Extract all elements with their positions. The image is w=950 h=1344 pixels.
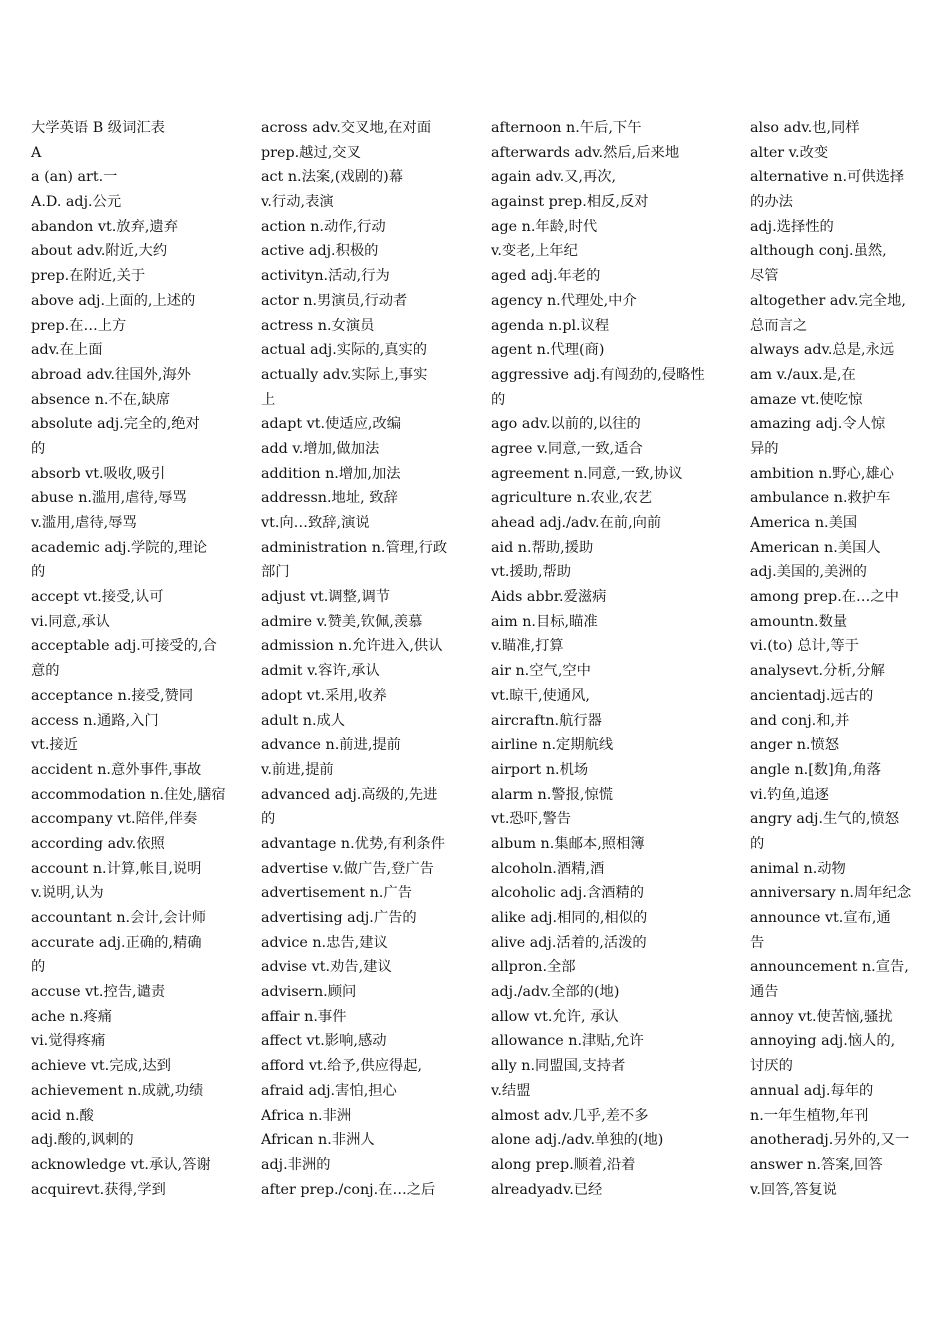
vocab-line: agency n.代理处,中介 [491, 292, 637, 309]
vocab-line: act n.法案,(戏剧的)幕 [261, 169, 404, 186]
vocab-line: alike adj.相同的,相似的 [491, 910, 648, 926]
vocab-line: among prep.在…之中 [750, 589, 899, 606]
vocab-line: ahead adj./adv.在前,向前 [491, 515, 662, 531]
vocab-line: acceptance n.接受,赞同 [31, 687, 194, 704]
vocab-line: after prep./conj.在…之后 [261, 1181, 436, 1198]
vocab-line: acquirevt.获得,学到 [31, 1181, 166, 1198]
vocab-line: annoying adj.恼人的, [750, 1033, 896, 1050]
vocab-line: aid n.帮助,援助 [491, 539, 594, 556]
vocab-line: 的 [31, 959, 46, 976]
vocab-line: vt.援助,帮助 [491, 564, 572, 581]
vocab-line: adopt vt.采用,收养 [261, 687, 387, 704]
vocab-line: actual adj.实际的,真实的 [261, 342, 428, 359]
vocab-line: aged adj.年老的 [491, 268, 601, 285]
vocab-line: aim n.目标,瞄准 [491, 613, 598, 630]
vocab-line: accompany vt.陪伴,伴奏 [31, 811, 198, 828]
vocab-line: allow vt.允许, 承认 [491, 1008, 619, 1025]
vocab-line: advance n.前进,提前 [261, 737, 401, 754]
vocab-line: v.结盟 [491, 1082, 531, 1099]
vocab-line: alcoholic adj.含酒精的 [491, 885, 645, 902]
vocab-line: A [31, 144, 42, 161]
vocab-line: vi.觉得疼痛 [31, 1033, 106, 1050]
vocab-line: altogether adv.完全地, [750, 292, 906, 309]
vocab-line: although conj.虽然, [750, 243, 887, 260]
vocab-line: alternative n.可供选择 [750, 169, 905, 186]
vocab-line: actor n.男演员,行动者 [261, 292, 408, 309]
vocab-line: advertising adj.广告的 [261, 910, 417, 926]
vocab-line: anger n.愤怒 [750, 737, 840, 754]
vocab-line: along prep.顺着,沿着 [491, 1156, 636, 1173]
vocab-line: agenda n.pl.议程 [491, 317, 610, 334]
vocab-line: v.滥用,虐待,辱骂 [31, 515, 137, 531]
vocab-line: achievement n.成就,功绩 [31, 1082, 204, 1099]
vocab-line: amazing adj.令人惊 [750, 416, 886, 433]
vocab-line: always adv.总是,永远 [750, 342, 895, 359]
vocab-line: admit v.容许,承认 [261, 663, 380, 680]
vocab-line: almost adv.几乎,差不多 [491, 1107, 649, 1124]
vocab-line: African n.非洲人 [261, 1132, 375, 1149]
vocab-line: analysevt.分析,分解 [750, 663, 885, 680]
vocab-line: academic adj.学院的,理论 [31, 539, 208, 556]
vocab-line: 的 [31, 440, 46, 457]
vocab-line: angry adj.生气的,愤怒 [750, 811, 900, 828]
vocab-line: agriculture n.农业,农艺 [491, 490, 653, 507]
vocab-line: vt.向…致辞,演说 [261, 515, 370, 531]
vocab-line: announce vt.宣布,通 [750, 910, 891, 926]
vocab-line: 意的 [31, 663, 60, 680]
vocab-line: accept vt.接受,认可 [31, 589, 164, 606]
vocab-line: 的办法 [750, 194, 793, 211]
vocab-line: ancientadj.远古的 [750, 687, 874, 704]
vocab-line: administration n.管理,行政 [261, 539, 448, 556]
vocab-line: activityn.活动,行为 [261, 268, 390, 285]
vocab-line: above adj.上面的,上述的 [31, 292, 196, 309]
vocab-line: acknowledge vt.承认,答谢 [31, 1156, 211, 1173]
vocab-line: adjust vt.调整,调节 [261, 589, 391, 606]
vocab-line: 告 [750, 934, 765, 951]
vocab-line: absence n.不在,缺席 [31, 391, 171, 408]
vocab-line: annual adj.每年的 [750, 1082, 874, 1099]
vocab-line: add v.增加,做加法 [261, 440, 380, 457]
vocab-line: A.D. adj.公元 [31, 194, 122, 211]
vocab-line: vi.同意,承认 [31, 613, 110, 630]
vocab-line: prep.在…上方 [31, 317, 127, 334]
vocab-line: account n.计算,帐目,说明 [31, 860, 202, 877]
vocab-line: amaze vt.使吃惊 [750, 391, 863, 408]
vocab-line: adj.美国的,美洲的 [750, 564, 867, 581]
vocab-line: animal n.动物 [750, 860, 846, 877]
vocab-line: addressn.地址, 致辞 [261, 490, 398, 507]
vocab-line: accuse vt.控告,谴责 [31, 984, 166, 1001]
vocab-line: 的 [261, 811, 276, 828]
vocab-line: amountn.数量 [750, 613, 848, 630]
vocab-line: alive adj.活着的,活泼的 [491, 934, 647, 951]
vocab-line: advice n.忠告,建议 [261, 934, 388, 951]
vocab-line: affair n.事件 [261, 1008, 347, 1025]
vocab-line: adj.非洲的 [261, 1156, 331, 1173]
vocab-line: agree v.同意,一致,适合 [491, 440, 643, 457]
vocab-line: album n.集邮本,照相簿 [491, 835, 645, 852]
vocab-line: absolute adj.完全的,绝对 [31, 416, 200, 433]
document-title: 大学英语 B 级词汇表 [31, 120, 165, 136]
vocab-line: vi.钓鱼,追逐 [750, 786, 829, 803]
vocab-line: n.一年生植物,年刊 [750, 1107, 869, 1124]
vocab-line: against prep.相反,反对 [491, 194, 649, 211]
vocab-line: 的 [31, 564, 46, 581]
vocab-line: 讨厌的 [750, 1058, 793, 1075]
vocab-line: answer n.答案,回答 [750, 1156, 883, 1173]
vocab-line: agent n.代理(商) [491, 342, 605, 359]
vocab-line: abuse n.滥用,虐待,辱骂 [31, 490, 187, 507]
vocab-line: ago adv.以前的,以往的 [491, 416, 641, 433]
vocab-column-2 [261, 116, 477, 1202]
vocab-line: 总而言之 [750, 317, 808, 334]
vocab-line: ache n.疼痛 [31, 1008, 113, 1025]
vocab-line: ally n.同盟国,支持者 [491, 1058, 626, 1075]
vocab-line: agreement n.同意,一致,协议 [491, 465, 683, 482]
vocab-line: Aids abbr.爱滋病 [491, 589, 607, 606]
vocab-line: announcement n.宣告, [750, 959, 909, 976]
vocab-line: across adv.交叉地,在对面 [261, 120, 432, 136]
vocab-line: advantage n.优势,有利条件 [261, 835, 445, 852]
vocab-line: vi.(to) 总计,等于 [750, 638, 859, 655]
vocab-line: v.回答,答复说 [750, 1181, 837, 1198]
vocab-line: afterwards adv.然后,后来地 [491, 144, 680, 161]
vocab-line: v.变老,上年纪 [491, 243, 578, 260]
vocab-line: allowance n.津贴,允许 [491, 1033, 644, 1050]
vocab-line: adv.在上面 [31, 342, 103, 359]
vocab-line: prep.越过,交叉 [261, 144, 361, 161]
vocab-line: 部门 [261, 564, 290, 581]
vocab-line: addition n.增加,加法 [261, 465, 401, 482]
vocab-line: actually adv.实际上,事实 [261, 366, 428, 383]
vocab-line: anniversary n.周年纪念 [750, 885, 912, 902]
vocab-line: alone adj./adv.单独的(地) [491, 1132, 664, 1149]
vocab-line: absorb vt.吸收,吸引 [31, 465, 166, 482]
vocab-line: affect vt.影响,感动 [261, 1033, 387, 1050]
vocab-line: adj.选择性的 [750, 218, 834, 235]
vocab-line: advise vt.劝告,建议 [261, 959, 392, 976]
vocab-line: accountant n.会计,会计师 [31, 910, 207, 926]
vocab-line: advisern.顾问 [261, 984, 357, 1001]
vocab-line: v.前进,提前 [261, 761, 334, 778]
vocab-line: accident n.意外事件,事故 [31, 761, 202, 778]
vocab-line: angle n.[数]角,角落 [750, 761, 882, 778]
vocab-line: again adv.又,再次, [491, 169, 617, 186]
vocab-line: vt.晾干,使通风, [491, 687, 590, 704]
vocab-line: admire v.赞美,钦佩,羡慕 [261, 613, 423, 630]
vocab-line: v.行动,表演 [261, 194, 334, 211]
vocab-column-3 [491, 116, 735, 1202]
vocab-line: ambulance n.救护车 [750, 490, 891, 507]
vocab-line: 的 [491, 391, 506, 408]
vocab-line: adapt vt.使适应,改编 [261, 416, 402, 433]
vocab-line: afternoon n.午后,下午 [491, 120, 642, 136]
vocab-line: accurate adj.正确的,精确 [31, 934, 202, 951]
vocab-line: alcoholn.酒精,酒 [491, 860, 605, 877]
vocab-line: airline n.定期航线 [491, 737, 614, 754]
vocab-line: also adv.也,同样 [750, 120, 860, 136]
vocab-line: alarm n.警报,惊慌 [491, 786, 614, 803]
vocab-line: annoy vt.使苦恼,骚扰 [750, 1008, 893, 1025]
vocab-line: advertise v.做广告,登广告 [261, 860, 434, 877]
vocab-line: adult n.成人 [261, 712, 346, 729]
vocab-line: acid n.酸 [31, 1107, 94, 1124]
vocab-line: anotheradj.另外的,又一 [750, 1132, 910, 1149]
vocab-line: vt.恐吓,警告 [491, 811, 572, 828]
vocab-line: v.说明,认为 [31, 885, 104, 902]
vocab-line: am v./aux.是,在 [750, 366, 856, 383]
vocab-line: aircraftn.航行器 [491, 712, 602, 729]
vocab-line: vt.接近 [31, 737, 78, 754]
vocab-line: airport n.机场 [491, 761, 589, 778]
vocab-line: advertisement n.广告 [261, 885, 413, 902]
vocab-line: 的 [750, 835, 765, 852]
vocab-line: achieve vt.完成,达到 [31, 1058, 171, 1075]
vocab-line: alter v.改变 [750, 144, 829, 161]
vocab-line: access n.通路,入门 [31, 712, 159, 729]
vocab-line: adj.酸的,讽刺的 [31, 1132, 134, 1149]
vocab-line: action n.动作,行动 [261, 218, 386, 235]
vocab-column-4 [750, 116, 922, 1202]
vocab-line: aggressive adj.有闯劲的,侵略性 [491, 366, 705, 383]
vocab-line: acceptable adj.可接受的,合 [31, 638, 217, 655]
vocab-line: according adv.依照 [31, 835, 165, 852]
vocab-line: 尽管 [750, 268, 779, 285]
vocab-line: prep.在附近,关于 [31, 268, 146, 285]
vocab-line: about adv.附近,大约 [31, 243, 168, 260]
vocab-line: v.瞄准,打算 [491, 638, 564, 655]
vocab-line: actress n.女演员 [261, 317, 375, 334]
vocab-line: afraid adj.害怕,担心 [261, 1082, 397, 1099]
vocab-line: adj./adv.全部的(地) [491, 984, 620, 1001]
vocab-line: a (an) art.一 [31, 169, 118, 186]
vocab-line: age n.年龄,时代 [491, 218, 598, 235]
vocab-line: abandon vt.放弃,遗弃 [31, 218, 179, 235]
vocab-line: 上 [261, 391, 276, 408]
vocab-line: accommodation n.住处,膳宿 [31, 786, 226, 803]
vocab-line: 通告 [750, 984, 779, 1001]
vocab-line: alreadyadv.已经 [491, 1181, 603, 1198]
vocab-line: Africa n.非洲 [261, 1107, 352, 1124]
vocab-line: and conj.和,并 [750, 712, 850, 729]
vocab-line: American n.美国人 [750, 539, 881, 556]
vocab-line: air n.空气,空中 [491, 663, 591, 680]
vocab-line: active adj.积极的 [261, 243, 379, 260]
vocab-column-1 [31, 116, 245, 1202]
vocab-line: afford vt.给予,供应得起, [261, 1058, 423, 1075]
vocab-line: 异的 [750, 440, 779, 457]
vocab-line: allpron.全部 [491, 959, 576, 976]
vocab-line: America n.美国 [750, 515, 858, 531]
vocab-line: ambition n.野心,雄心 [750, 465, 894, 482]
vocab-line: admission n.允许进入,供认 [261, 638, 443, 655]
vocab-line: advanced adj.高级的,先进 [261, 786, 438, 803]
vocab-line: abroad adv.往国外,海外 [31, 366, 191, 383]
